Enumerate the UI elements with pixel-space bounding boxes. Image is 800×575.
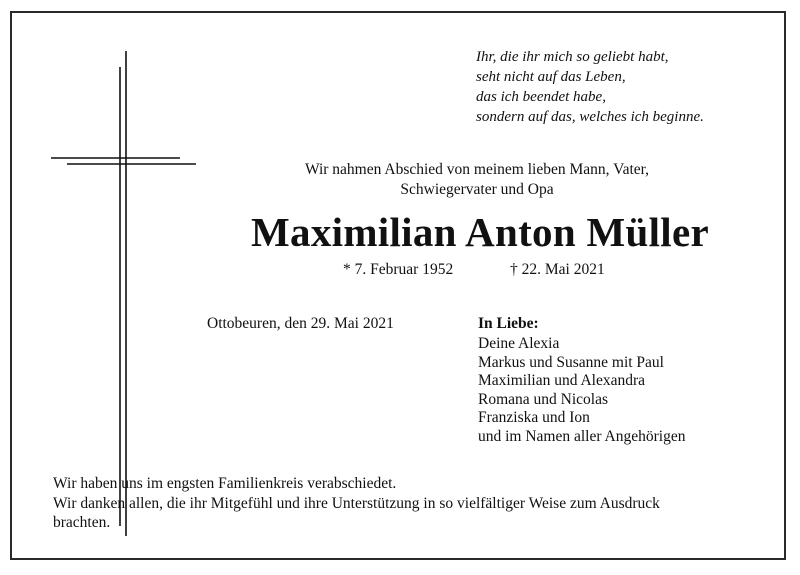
in-love-heading: In Liebe:	[478, 315, 539, 332]
mourner-item: Franziska und Ion	[478, 409, 590, 426]
place-and-date: Ottobeuren, den 29. Mai 2021	[207, 315, 394, 332]
closing-line: Wir danken allen, die ihr Mitgefühl und ihre Unterstützung in so vielfältiger Weise zum Ausdruck	[53, 494, 660, 512]
poem-line: seht nicht auf das Leben,	[476, 69, 626, 85]
poem-line: sondern auf das, welches ich beginne.	[476, 109, 704, 125]
farewell-intro	[222, 160, 732, 200]
closing-line: Wir haben uns im engsten Familienkreis verabschiedet.	[53, 475, 397, 492]
intro-line: Schwiegervater und Opa	[400, 181, 554, 198]
poem-line: Ihr, die ihr mich so geliebt habt,	[476, 49, 669, 65]
death-date: † 22. Mai 2021	[510, 261, 605, 278]
poem-verse	[476, 47, 776, 127]
closing-line: brachten.	[53, 514, 111, 531]
closing-text	[53, 474, 783, 533]
poem-line: das ich beendet habe,	[476, 89, 606, 105]
mourner-item: Deine Alexia	[478, 335, 560, 352]
intro-line: Wir nahmen Abschied von meinem lieben Mann, Vater,	[304, 161, 650, 178]
mourner-item: Maximilian und Alexandra	[478, 372, 646, 389]
mourner-item: Romana und Nicolas	[478, 390, 609, 408]
mourner-item: Markus und Susanne mit Paul	[478, 353, 664, 371]
birth-date: * 7. Februar 1952	[343, 261, 454, 278]
mourners-list	[478, 335, 685, 446]
mourner-item: und im Namen aller Angehörigen	[478, 427, 686, 445]
deceased-name: Maximilian Anton Müller	[251, 209, 709, 255]
